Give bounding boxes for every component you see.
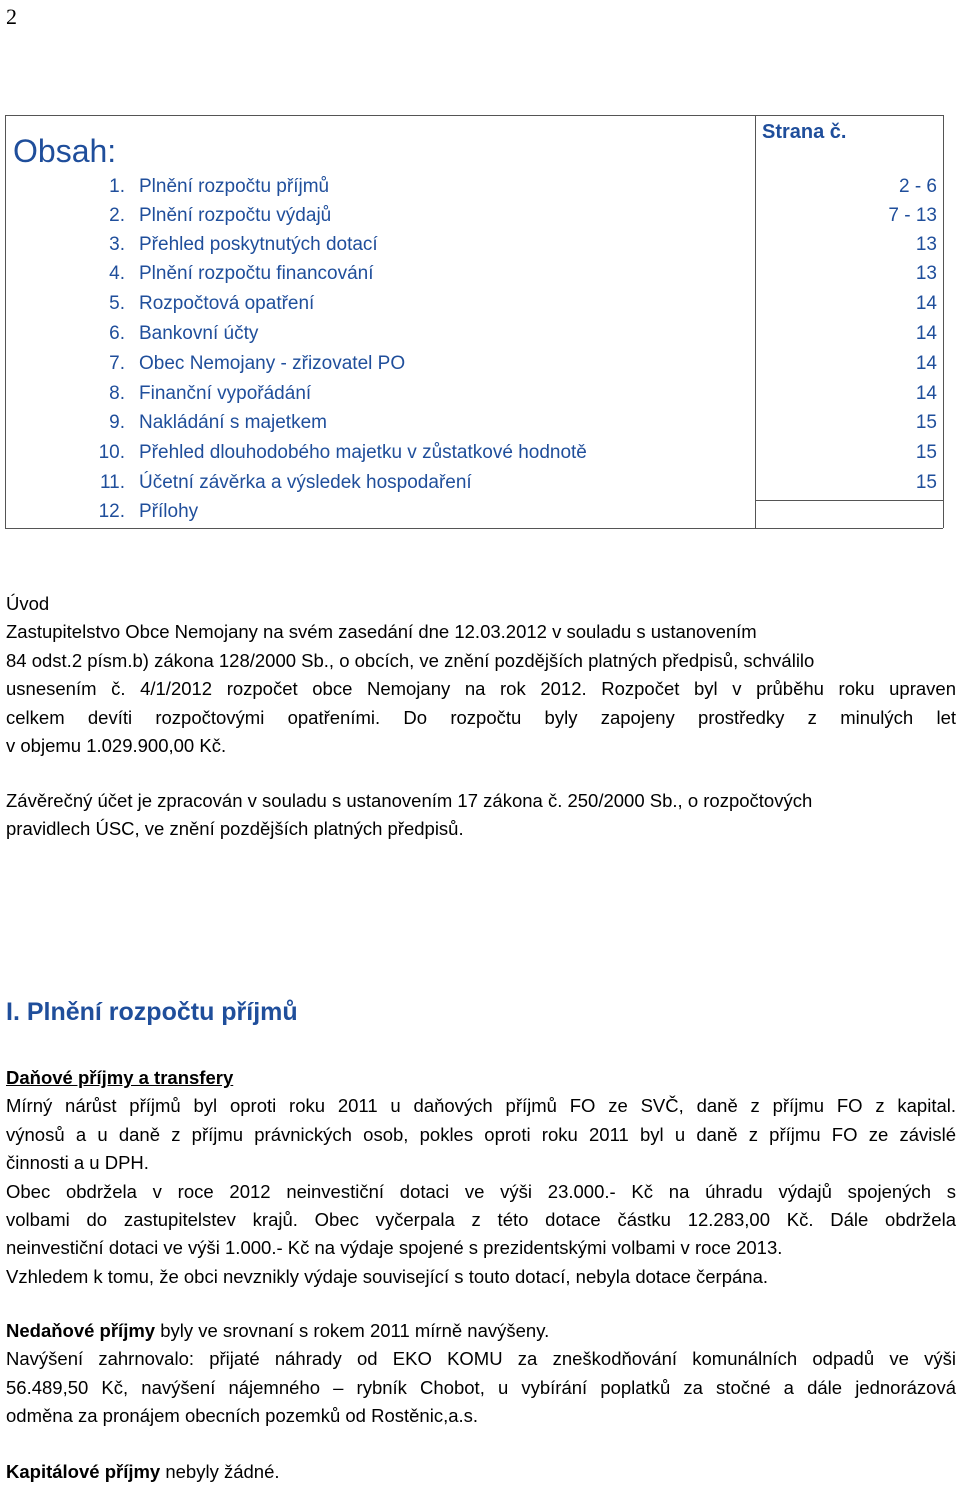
toc-item-page: 14 xyxy=(915,353,937,374)
toc-item-label: Přehled dlouhodobého majetku v zůstatkové hodnotě xyxy=(139,442,587,463)
toc-item-page: 15 xyxy=(915,442,937,463)
intro-closing xyxy=(6,787,956,844)
toc-page-header: Strana č. xyxy=(762,121,847,143)
toc-item-label: Obec Nemojany - zřizovatel PO xyxy=(139,353,406,374)
toc-item-number: 5. xyxy=(109,293,125,314)
intro-heading: Úvod xyxy=(6,593,50,614)
intro-line: v objemu 1.029.900,00 Kč. xyxy=(6,735,227,757)
toc-item[interactable] xyxy=(5,353,943,382)
tax-line: Vzhledem k tomu, že obci nevznikly výdaje související s touto dotací, nebyla dotace čerpána. xyxy=(6,1265,768,1287)
toc-item[interactable] xyxy=(5,412,943,441)
intro-line: 84 odst.2 písm.b) zákona 128/2000 Sb., o obcích, ve znění pozdějších platných předpisů, schválilo xyxy=(6,649,815,671)
tax-line: Obec obdržela v roce 2012 neinvestiční dotaci ve výši 23.000.- Kč na úhradu výdajů spojených s xyxy=(6,1180,956,1202)
toc-item-number: 9. xyxy=(109,412,125,433)
toc-item-number: 12. xyxy=(98,501,125,522)
toc-item-label: Nakládání s majetkem xyxy=(139,412,327,433)
toc-item-page: 14 xyxy=(915,323,937,344)
toc-item-number: 10. xyxy=(98,442,125,463)
toc-item-number: 3. xyxy=(109,234,125,255)
intro-line: Zastupitelstvo Obce Nemojany na svém zasedání dne 12.03.2012 v souladu s ustanovením xyxy=(6,621,757,643)
toc-item-page: 15 xyxy=(915,412,937,433)
toc-item-number: 11. xyxy=(99,472,125,493)
nontax-line: Navýšení zahrnovalo: přijaté náhrady od EKO KOMU za zneškodňování komunálních odpadů ve výši xyxy=(6,1348,956,1370)
toc-item[interactable] xyxy=(5,176,943,205)
toc-item[interactable] xyxy=(5,234,943,263)
toc-title: Obsah: xyxy=(13,133,117,169)
nontax-text: byly ve srovnaní s rokem 2011 mírně navýšeny. xyxy=(155,1320,550,1341)
intro-closing-line: pravidlech ÚSC, ve znění pozdějších platných předpisů. xyxy=(6,818,464,840)
toc-item-page: 15 xyxy=(915,472,937,493)
toc-item-label: Plnění rozpočtu financování xyxy=(139,263,374,284)
toc-item[interactable] xyxy=(5,323,943,352)
nontax-section xyxy=(6,1317,956,1431)
toc-item-number: 6. xyxy=(109,323,125,344)
tax-line: neinvestiční dotaci ve výši 1.000.- Kč na výdaje spojené s prezidentskými volbami v roce 2013. xyxy=(6,1237,783,1259)
tax-section xyxy=(6,1064,956,1291)
nontax-line: 56.489,50 Kč, navýšení nájemného – rybník Chobot, u vybírání poplatků za stočné a dále jednorázová xyxy=(6,1376,956,1398)
tax-line: činnosti a u DPH. xyxy=(6,1152,149,1174)
toc-item-label: Přehled poskytnutých dotací xyxy=(139,234,378,255)
page-number: 2 xyxy=(6,4,17,29)
toc-item-page: 13 xyxy=(915,234,937,255)
capital-section xyxy=(6,1458,956,1486)
toc-item-number: 2. xyxy=(109,205,125,226)
intro-line: celkem devíti rozpočtovými opatřeními. Do rozpočtu byly zapojeny prostředky z minulých let xyxy=(6,706,956,728)
toc-item[interactable] xyxy=(5,293,943,322)
toc-item[interactable] xyxy=(5,442,943,471)
toc-item[interactable] xyxy=(5,383,943,412)
tax-line: volbami do zastupitelstev krajů. Obec vyčerpala z této dotace částku 12.283,00 Kč. Dále obdržela xyxy=(6,1209,956,1231)
toc-border-top xyxy=(5,115,943,116)
intro-section xyxy=(6,590,956,760)
capital-heading: Kapitálové příjmy xyxy=(6,1461,161,1482)
tax-line: Mírný nárůst příjmů byl oproti roku 2011 u daňových příjmů FO ze SVČ, daně z příjmu FO z kapital. xyxy=(6,1095,956,1117)
toc-item-label: Rozpočtová opatření xyxy=(139,293,315,314)
toc-item-page: 2 - 6 xyxy=(898,176,937,197)
toc-border-right xyxy=(943,115,944,528)
tax-line: výnosů a u daně z příjmu právnických osob, pokles oproti roku 2011 byl u daně z příjmu FO ze závislé xyxy=(6,1123,956,1145)
toc-item-page: 14 xyxy=(915,383,937,404)
toc-item-page: 14 xyxy=(915,293,937,314)
section-heading: I. Plnění rozpočtu příjmů xyxy=(6,998,298,1026)
intro-line: usnesením č. 4/1/2012 rozpočet obce Nemojany na rok 2012. Rozpočet byl v průběhu roku upraven xyxy=(6,678,956,700)
nontax-line: odměna za pronájem obecních pozemků od Rostěnic,a.s. xyxy=(6,1405,479,1427)
capital-text: nebyly žádné. xyxy=(160,1461,280,1482)
toc-item-label: Účetní závěrka a výsledek hospodaření xyxy=(139,472,472,493)
toc-item-label: Plnění rozpočtu výdajů xyxy=(139,205,332,226)
nontax-heading: Nedaňové příjmy xyxy=(6,1320,156,1341)
toc-item-number: 1. xyxy=(109,176,125,197)
toc-item-number: 4. xyxy=(109,263,125,284)
intro-closing-line: Závěrečný účet je zpracován v souladu s ustanovením 17 zákona č. 250/2000 Sb., o rozpočtových xyxy=(6,790,813,811)
toc-item[interactable] xyxy=(5,501,943,530)
toc-item-label: Bankovní účty xyxy=(139,323,259,344)
table-of-contents xyxy=(5,115,943,528)
toc-item-number: 8. xyxy=(109,383,125,404)
tax-heading: Daňové příjmy a transfery xyxy=(6,1067,234,1088)
toc-item[interactable] xyxy=(5,205,943,234)
toc-item[interactable] xyxy=(5,472,943,501)
toc-item-number: 7. xyxy=(109,353,125,374)
toc-item-page: 7 - 13 xyxy=(888,205,937,226)
toc-item-label: Přílohy xyxy=(139,501,199,522)
toc-item-label: Plnění rozpočtu příjmů xyxy=(139,176,330,197)
toc-item-label: Finanční vypořádání xyxy=(139,383,312,404)
toc-item[interactable] xyxy=(5,263,943,292)
toc-item-page: 13 xyxy=(915,263,937,284)
